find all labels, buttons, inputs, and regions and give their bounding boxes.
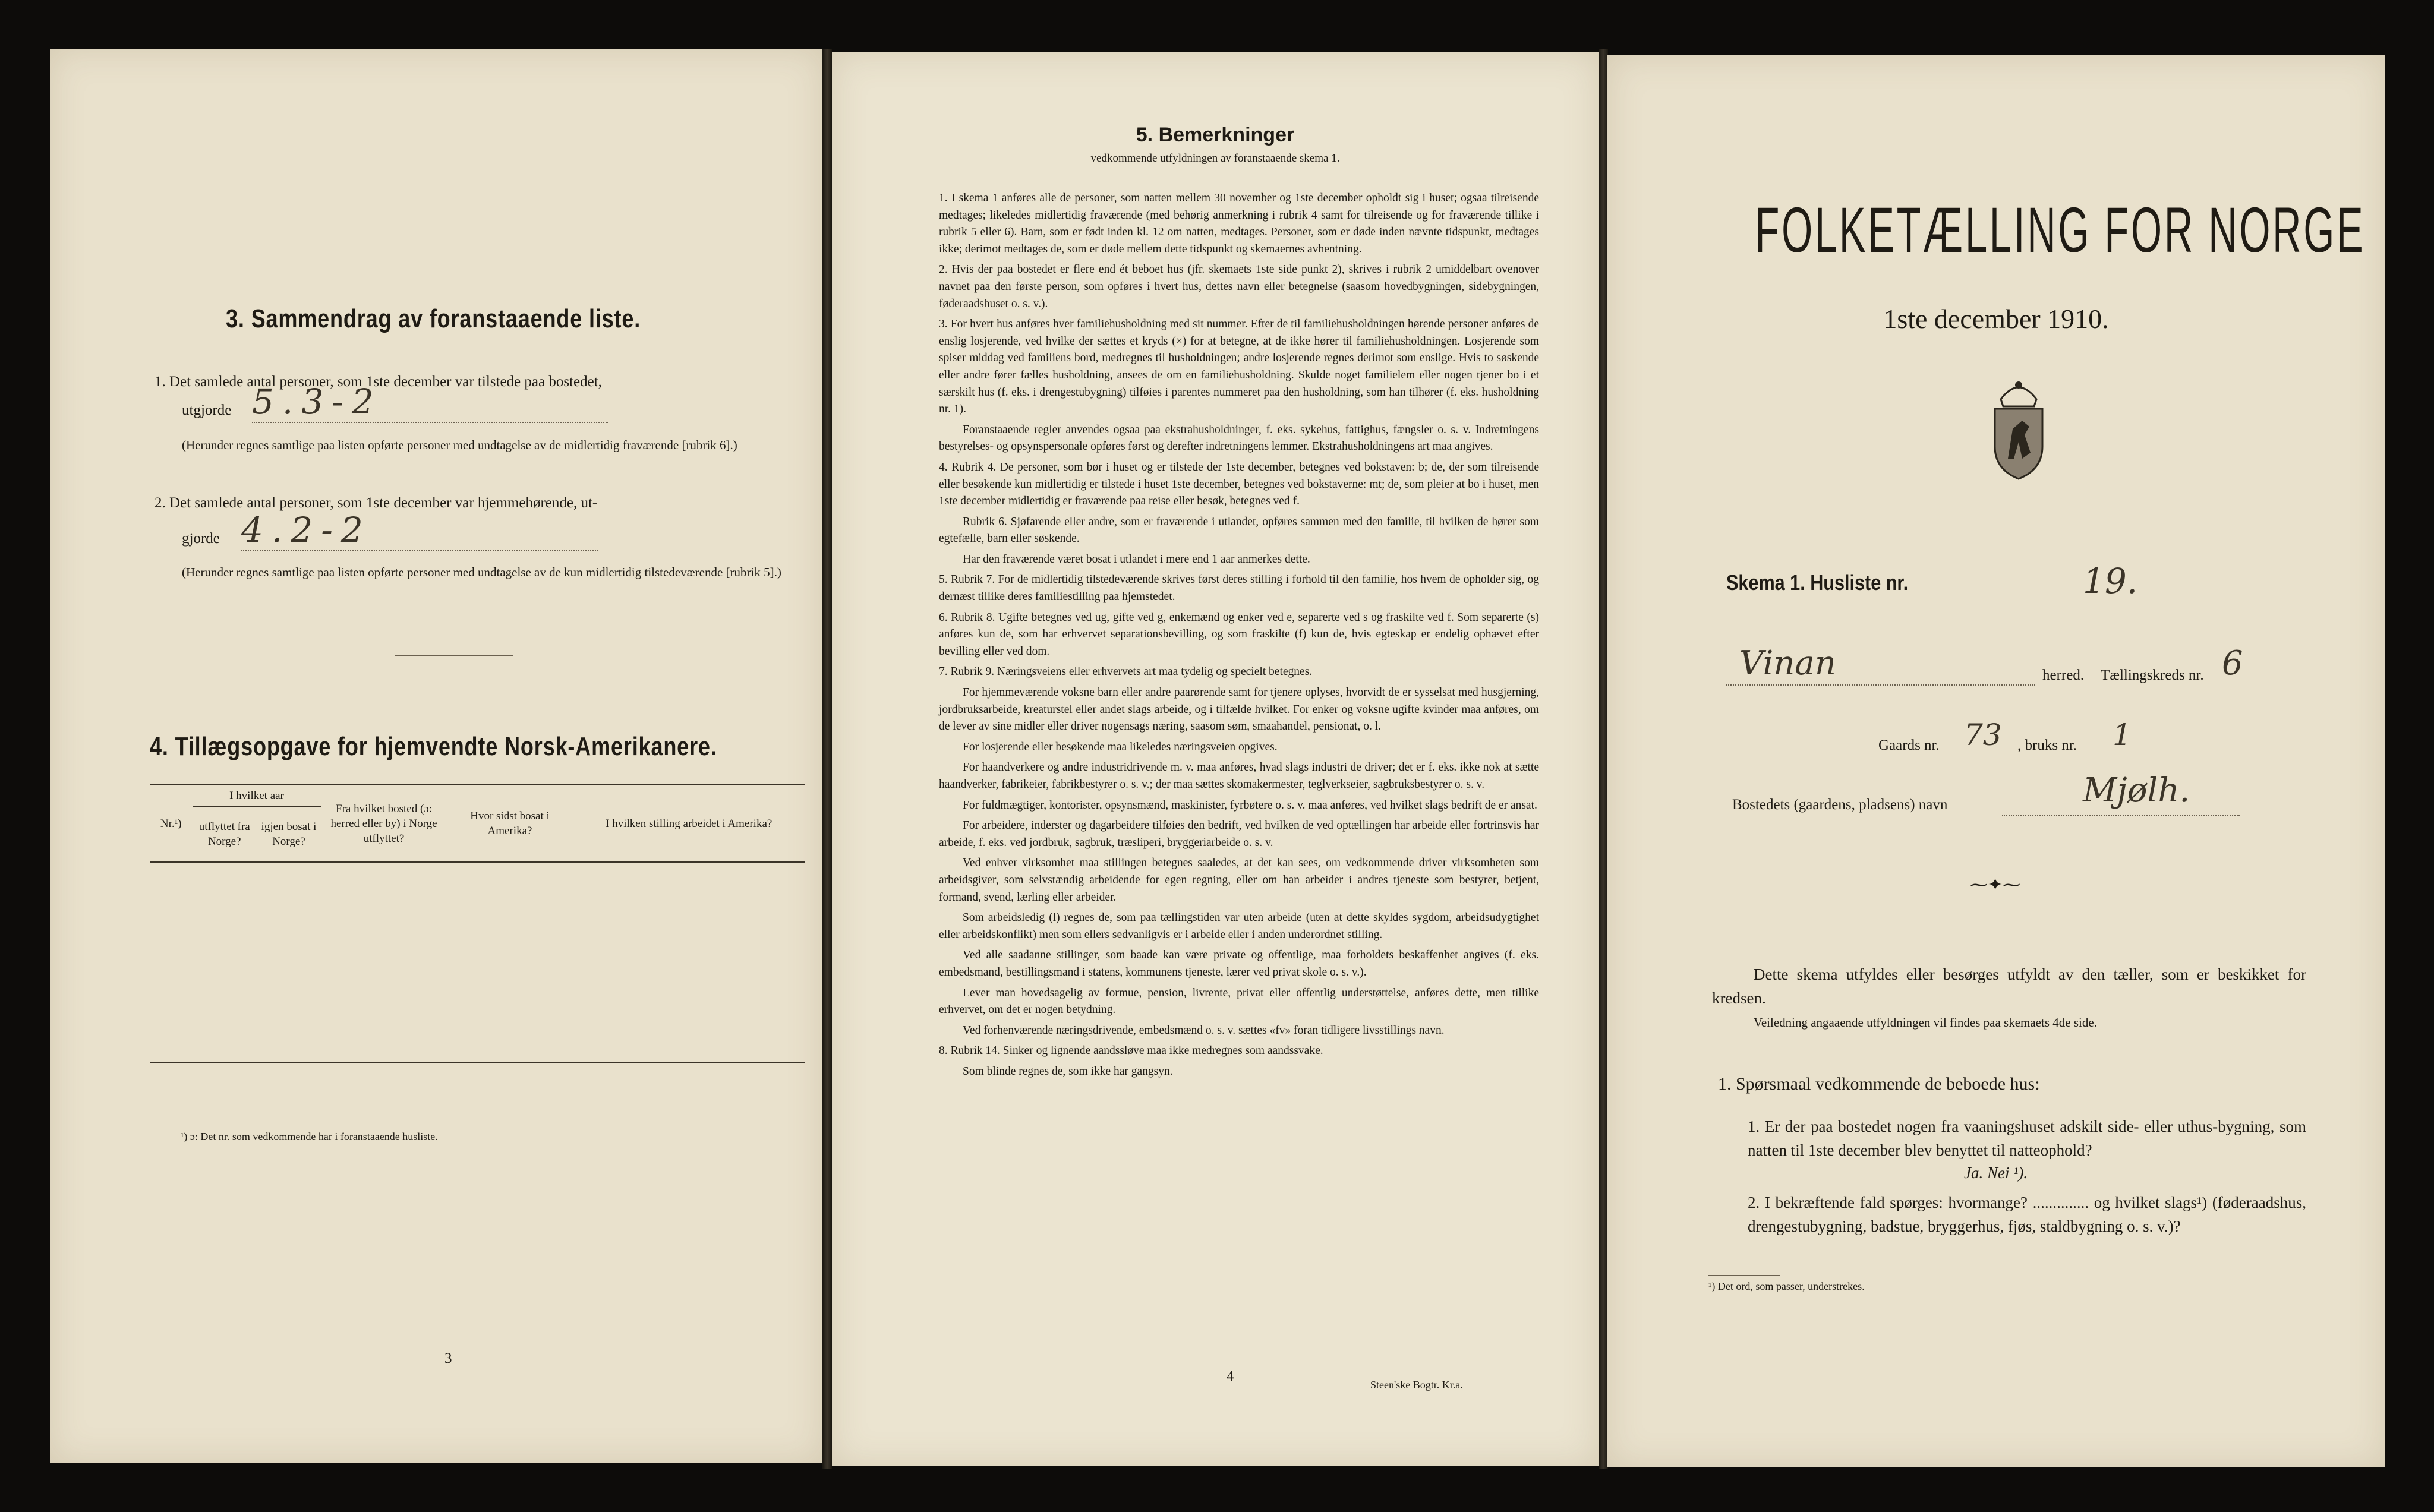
remark-paragraph: Rubrik 6. Sjøfarende eller andre, som er fraværende i utlandet, opføres sammen med den familie, til hvilken de hører som egtefælle, barn eller søskende. [939,515,1539,545]
remark-paragraph: 8. Rubrik 14. Sinker og lignende aandssløve maa ikke medregnes som aandssvake. [939,1044,1323,1058]
col-stilling: I hvilken stilling arbeidet i Amerika? [573,785,805,862]
kreds-value: 6 [2222,644,2243,683]
col-group-aar: I hvilket aar [193,785,321,806]
table-row [150,896,805,929]
printer-imprint: Steen'ske Bogtr. Kr.a. [1370,1379,1463,1391]
section3-item2-note: (Herunder regnes samtlige paa listen opførte personer med undtagelse av de kun midlertidig tilstedeværende [rubrik 5].) [182,565,781,579]
section3-item1-note: (Herunder regnes samtlige paa listen opførte personer med undtagelse av de midlertidig fraværende [rubrik 6].) [182,438,737,452]
ornament-icon: ⁓✦⁓ [1970,875,2021,895]
remark-paragraph: For fuldmægtiger, kontorister, opsynsmænd, maskinister, fyrbøtere o. s. v. maa anføres, ved hvilket slags bedrift de er ansat. [963,798,1537,812]
right-page [1607,55,2385,1467]
section3-item2-value: 4.2-2 [241,510,598,551]
col-sidst-bosat: Hvor sidst bosat i Amerika? [447,785,573,862]
section3-item1-value: 5.3-2 [252,381,608,423]
questions-heading: 1. Spørsmaal vedkommende de beboede hus: [1718,1074,2040,1094]
intro-text: Dette skema utfyldes eller besørges utfyldt av den tæller, som er beskikket for kredsen. [1712,965,2306,1007]
section3-item1: 1. Det samlede antal personer, som 1ste december var tilstede paa bostedet, [155,374,602,390]
gaards-label: Gaards nr. [1878,737,1940,753]
remarks-heading: 5. Bemerkninger [1136,124,1295,146]
remark-paragraph: For arbeidere, inderster og dagarbeidere tilføies den bedrift, ved hvilken de ved optællingen har arbeide eller fortrinsvis har arbeide, f. eks. ved jordbruk, sagbruk, træsliperi, bryggeriarbeide o. s. v. [939,819,1539,849]
question-1-options: Ja. Nei ¹). [1964,1164,2028,1182]
section3-item2: 2. Det samlede antal personer, som 1ste december var hjemmehørende, ut- [155,495,598,511]
page-fold [1599,49,1608,1469]
page-fold [822,49,832,1469]
coat-of-arms-icon [1977,370,2060,482]
remark-paragraph: For hjemmeværende voksne barn eller andre paarørende samt for tjenere oplyses, hvorvidt de er sysselsat med husgjerning, jordbruksarbeide, kreaturstel eller andet slags arbeide, og i tilfælde hvilket. For enker og voksne ugifte kvinder maa anføres, om de lever av sine midler eller driver nogensags næring, saasom søm, smaahandel, pensionat, o. l. [939,686,1539,733]
remark-paragraph: 2. Hvis der paa bostedet er flere end ét beboet hus (jfr. skemaets 1ste side punkt 2), skrives i rubrik 2 umiddelbart ovenover navnet paa den første person, som opføres i hvert hus, dettes navn eller betegnelse (saasom hovedbygningen, sidebygningen, føderaadshuset o. s. v.). [939,263,1539,310]
left-page [50,49,822,1463]
remark-paragraph: Som blinde regnes de, som ikke har gangsyn. [963,1065,1173,1078]
herred-label: herred. [2042,667,2085,683]
remark-paragraph: Som arbeidsledig (l) regnes de, som paa tællingstiden var uten arbeide (uten at dette skyldes sygdom, arbeidsudygtighet eller arbeidskonflikt) men som ellers sedvanligvis er i arbeide eller i anden underordnet stilling. [939,911,1539,941]
section4-heading: 4. Tillægsopgave for hjemvendte Norsk-Amerikanere. [150,732,717,761]
remark-paragraph: 6. Rubrik 8. Ugifte betegnes ved ug, gifte ved g, enkemænd og enker ved e, separerte ved s og fraskilte ved f. Som separerte (s) anføres kun de, som har erhvervet separationsbevilling, og som fraskilte (f) kun de, hvis egteskap er endelig ophævet efter bevilling eller ved dom. [939,611,1539,658]
table-row [150,962,805,996]
page-number: 4 [1227,1368,1234,1384]
remark-paragraph: Har den fraværende været bosat i utlandet i mere end 1 aar anmerkes dette. [963,553,1310,566]
remark-paragraph: 7. Rubrik 9. Næringsveiens eller erhvervets art maa tydelig og specielt betegnes. [939,665,1313,678]
remark-paragraph: Ved enhver virksomhet maa stillingen betegnes saaledes, at det kan sees, om vedkommende driver virksomheten som arbeidsgiver, som selvstændig arbeidende for egen regning, eller om han arbeider i andres tjeneste som bestyrer, betjent, formand, svend, lærling eller arbeider. [939,857,1539,904]
skema-label: Skema 1. Husliste nr. [1726,570,1909,595]
bosted-value: Mjølh. [2083,771,2190,810]
table-row [150,1029,805,1062]
gaards-value: 73 [1964,718,2002,752]
husliste-nr-value: 19. [2083,561,2138,601]
remark-paragraph: Foranstaaende regler anvendes ogsaa paa ekstrahusholdninger, f. eks. sykehus, fattighus, fængsler o. s. v. Indretningens bestyrelses- og opsynspersonale opføres først og derefter indretningens lemmer. Ekstrahusholdningens art maa angives. [939,423,1539,453]
bosted-label: Bostedets (gaardens, pladsens) navn [1732,797,1948,813]
remarks-list [939,190,1539,1084]
question-1: 1. Er der paa bostedet nogen fra vaaningshuset adskilt side- eller uthus-bygning, som natten til 1ste december blev benyttet til natteophold? [1748,1118,2306,1159]
bruks-label: , bruks nr. [2017,737,2077,753]
bruks-value: 1 [2113,718,2132,752]
kreds-label: Tællingskreds nr. [2101,667,2204,683]
herred-value: Vinan [1739,644,1836,683]
col-utflyttet: utflyttet fra Norge? [198,820,250,848]
document-title: FOLKETÆLLING FOR NORGE [1755,194,2366,266]
remark-paragraph: 1. I skema 1 anføres alle de personer, som natten mellem 30 november og 1ste december opholdt sig i huset; ogsaa tilreisende medtages; likeledes midlertidig fraværende (med behørig anmerkning i rubrik 4 samt for tilreisende og for fraværende tillike i rubrik 5 eller 6). Barn, som er født inden kl. 12 om natten, medtages. Personer, som er døde inden nævnte tidspunkt, medtages ikke; derimot medtages de, som er døde mellem dette tidspunkt og skemaernes avhentning. [939,192,1539,255]
table-row [150,863,805,896]
remarks-subheading: vedkommende utfyldningen av foranstaaende skema 1. [1090,152,1340,165]
census-date: 1ste december 1910. [1883,304,2109,334]
question-2: 2. I bekræftende fald spørges: hvormange? .............. og hvilket slags¹) (føderaadshus, drengestubygning, badstue, bryggerhus, fjøs, staldbygning o. s. v.)? [1748,1194,2306,1235]
remark-paragraph: Lever man hovedsagelig av formue, pension, livrente, privat eller offentlig understøttelse, anføres dette, men tillike erhvervet, om det er nogen betydning. [939,986,1539,1017]
remark-paragraph: 5. Rubrik 7. For de midlertidig tilstedeværende skrives først deres stilling i forhold til den familie, hos hvem de opholder sig, og dernæst tillike deres familiestilling paa hjemstedet. [939,573,1539,604]
norsk-amerikanere-table [150,784,805,1063]
col-igjen: igjen bosat i Norge? [257,806,321,862]
remark-paragraph: 4. Rubrik 4. De personer, som bør i huset og er tilstede der 1ste december, betegnes ved bokstaven: b; de, der som tilreisende eller besøkende kun midlertidig er tilstede i huset 1ste december, betegnes ved bokstaverne: mt; de, som pleier at bo i huset, men 1ste december midlertidig er fraværende paa reise eller besøk, betegnes ved f. [939,460,1539,508]
remark-paragraph: Ved forhenværende næringsdrivende, embedsmænd o. s. v. sættes «fv» foran tidligere livsstillings navn. [963,1024,1445,1037]
col-nr: Nr.¹) [150,785,193,862]
guide-text: Veiledning angaaende utfyldningen vil findes paa skemaets 4de side. [1754,1015,2097,1030]
remark-paragraph: Ved alle saadanne stillinger, som baade kan være private og offentlige, maa forholdets beskaffenhet angives (f. eks. embedsmand, bestillingsmand i statens, kommunens tjeneste, lærer ved privat skole o. s. v.). [939,949,1539,978]
page-number: 3 [444,1350,452,1366]
col-fra-bosted: Fra hvilket bosted (ɔ: herred eller by) i Norge utflyttet? [321,785,447,862]
section3-heading: 3. Sammendrag av foranstaaende liste. [226,304,641,333]
section3-item1-prefix: utgjorde [182,402,232,418]
section3-item2-prefix: gjorde [182,531,220,547]
remark-paragraph: For losjerende eller besøkende maa likeledes næringsveien opgives. [963,740,1278,753]
divider [395,655,513,656]
section4-footnote: ¹) ɔ: Det nr. som vedkommende har i foranstaaende husliste. [181,1131,438,1142]
remark-paragraph: 3. For hvert hus anføres hver familiehusholdning med sit nummer. Efter de til familiehusholdningen hørende personer anføres de enslig losjerende, ved hvilke der sættes et kryds (×) for at betegne, at de ikke hører til familiehusholdningen. Losjerende som spiser middag ved familiens bord, medregnes til husholdningen; andre losjerende regnes derimot som enslige. Hvis to søskende eller andre fører fælles husholdning, ansees de om en familiehusholdning. Skulde noget familielem eller nogen tjener bo i et særskilt hus (f. eks. i drengestubygning) tilføies i parentes nummeret paa den husholdning, som han tilhører (f. eks. husholdning nr. 1). [939,318,1539,416]
middle-page [832,52,1599,1466]
right-footnote: ¹) Det ord, som passer, understrekes. [1708,1280,1865,1292]
table-row [150,996,805,1029]
remark-paragraph: For haandverkere og andre industridrivende m. v. maa anføres, hvad slags industri de driver; det er f. eks. ikke nok at sætte haandverker, fabrikeier, fabrikbestyrer o. s. v.; der maa sættes skomakermester, teglverkseier, sagbruksbestyrer o. s. v. [939,761,1539,791]
table-row [150,929,805,962]
